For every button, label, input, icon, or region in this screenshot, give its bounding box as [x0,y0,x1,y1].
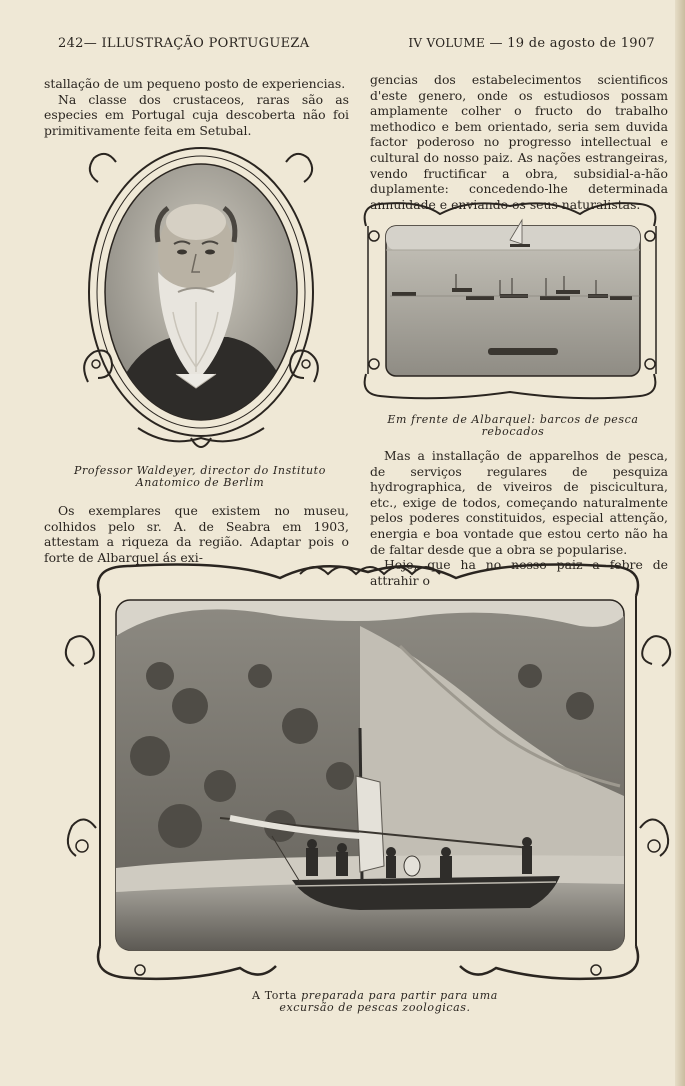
portrait-illustration [78,142,324,458]
torta-caption [230,990,520,1014]
page-spine-shadow [675,0,685,1086]
header-right: IV VOLUME — 19 de agosto de 1907 [408,36,655,51]
portrait-photo-frame [78,142,324,458]
column2-top-text [370,72,668,212]
header-left: 242— ILLUSTRAÇÃO PORTUGUEZA [58,36,310,51]
paragraph: Mas a installação de apparelhos de pesca, de serviços regulares de pesquiza hydrographica, de viveiros de piscicultura, etc., exige de todos, começando naturalmente pelos poderes constituidos, especial attenção, energia e boa vontade que estou certo não ha de faltar desde que a obra se popularise. [370,448,668,557]
paragraph: stallação de um pequeno posto de experiencias. [44,76,346,91]
issue-date: 19 de agosto de 1907 [507,36,655,51]
torta-boat-illustration [60,556,676,986]
boats-illustration [360,196,664,404]
boats-photo-frame [360,196,664,404]
caption-boat-name: Torta [264,989,298,1002]
caption-line: Professor Waldeyer, director do Instituto [74,464,326,477]
page-header [58,36,655,56]
volume-label: IV VOLUME [408,36,486,50]
publication-title: ILLUSTRAÇÃO PORTUGUEZA [101,36,310,51]
column1-top-text [44,76,349,138]
caption-line: excursão de pescas zoologicas. [279,1001,471,1014]
paragraph: Os exemplares que existem no museu, colhidos pelo sr. A. de Seabra em 1903, attestam a riqueza da região. Adaptar pois o forte de Albarquel ás exi- [44,503,349,565]
boats-caption: Em frente de Albarquel: barcos de pesca rebocados [387,413,639,438]
paragraph: Hoje, que ha no nosso paiz a febre de attrahir o [370,557,668,588]
caption-line: Anatomico de Berlim [135,476,265,489]
caption-text: preparada para partir para uma [301,989,498,1002]
caption-word: A [252,989,261,1002]
paragraph: Na classe dos crustaceos, raras são as especies em Portugal cuja descoberta não foi primitivamente feita em Setubal. [44,91,349,138]
torta-photo-frame [60,556,676,986]
paragraph: gencias dos estabelecimentos scientificos d'este genero, onde os estudiosos possam amplamente colher o fructo do trabalho methodico e bem orientado, seria sem duvida factor poderoso no progresso intellectual e cultural do nosso paiz. As nações estrangeiras, vendo fructificar a obra, subsidial-a-hão duplamente: concedendo-lhe determinada annuidade e enviando os seus naturalistas. [370,72,668,212]
page-number: 242 [58,36,84,51]
portrait-caption [70,465,330,489]
